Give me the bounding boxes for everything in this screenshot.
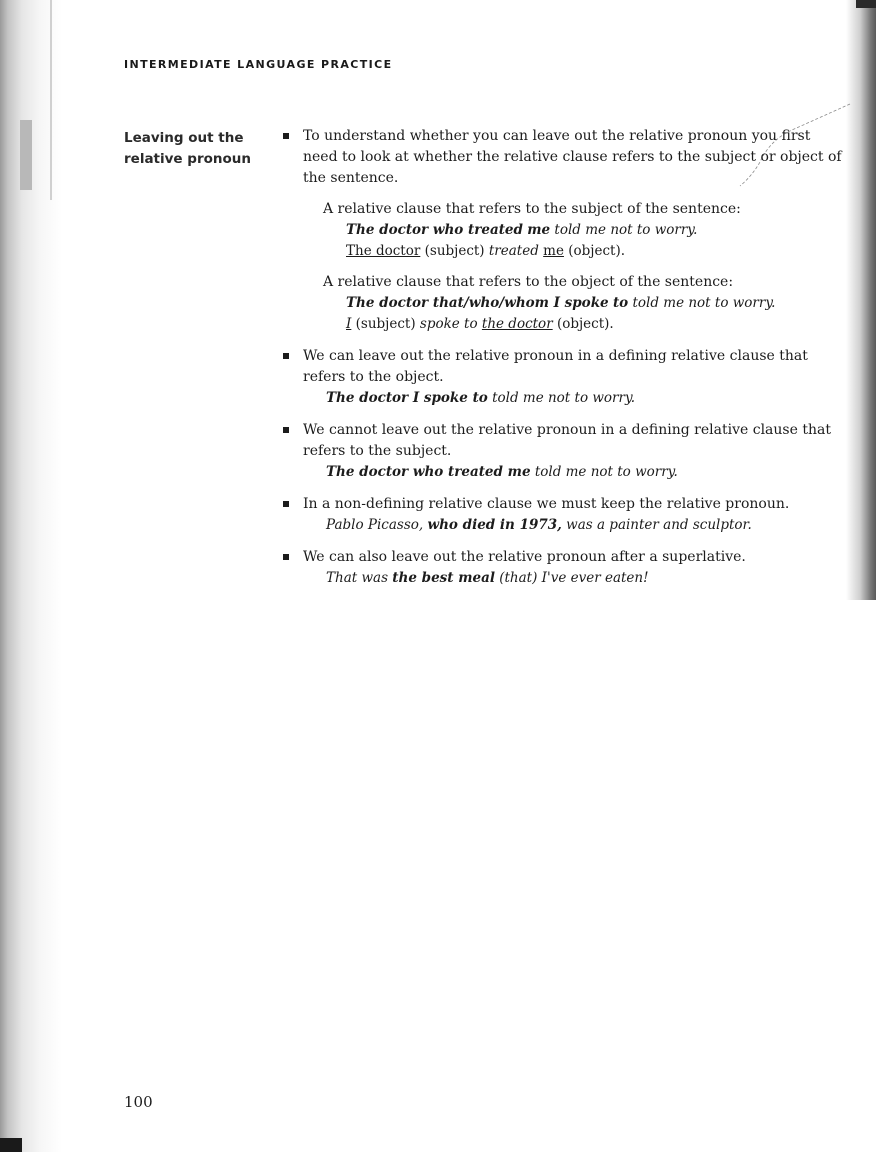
analysis-label: (object). — [563, 243, 625, 259]
rule-item — [283, 547, 843, 589]
example-bold: The doctor that/who/whom I spoke — [346, 295, 609, 311]
example-bold: to — [612, 295, 629, 311]
analysis-label: (subject) — [420, 243, 489, 259]
example-sentence — [303, 568, 843, 589]
example-analysis — [323, 241, 843, 262]
rule-subsection — [303, 199, 843, 262]
square-bullet-icon — [283, 353, 289, 359]
example-bold: The doctor I spoke to — [326, 390, 488, 406]
example-sentence — [323, 220, 843, 241]
analysis-verb: spoke to — [419, 316, 478, 332]
analysis-verb: treated — [488, 243, 539, 259]
analysis-object: the doctor — [481, 316, 553, 332]
example-bold: me — [527, 222, 551, 238]
rule-subsection — [303, 272, 843, 335]
page-binding-line — [50, 0, 52, 200]
example-rest: told me not to worry. — [530, 464, 678, 480]
example-rest: told me not to worry. — [628, 295, 776, 311]
example-sentence — [303, 388, 843, 409]
example-pre: Pablo Picasso, — [326, 517, 428, 533]
rule-text: We can also leave out the relative pronoun after a superlative. — [303, 549, 746, 565]
analysis-subject: The doctor — [346, 243, 421, 259]
rule-text: To understand whether you can leave out the relative pronoun you first need to look at whether the relative clause refers to the subject or object of the sentence. — [303, 128, 842, 186]
page-number: 100 — [124, 1093, 153, 1111]
example-rest: was a painter and sculptor. — [561, 517, 752, 533]
rule-text: In a non-defining relative clause we must keep the relative pronoun. — [303, 496, 790, 512]
rule-item — [283, 494, 843, 536]
object-intro: A relative clause that refers to the object of the sentence: — [323, 274, 734, 290]
example-sentence — [303, 515, 843, 536]
example-sentence — [323, 293, 843, 314]
rule-item — [283, 420, 843, 483]
square-bullet-icon — [283, 427, 289, 433]
example-bold: the best meal — [392, 570, 495, 586]
rules-list — [283, 126, 843, 600]
example-rest: (that) I've ever eaten! — [494, 570, 649, 586]
section-heading: Leaving out the relative pronoun — [124, 130, 251, 167]
page-edge-mark — [20, 120, 32, 190]
analysis-label: (subject) — [351, 316, 420, 332]
page-right-corner-mark — [856, 0, 876, 8]
example-bold: The doctor who treated — [346, 222, 523, 238]
square-bullet-icon — [283, 554, 289, 560]
rule-text: We cannot leave out the relative pronoun in a defining relative clause that refers to the subject. — [303, 422, 831, 459]
analysis-label: (object). — [552, 316, 614, 332]
analysis-object: me — [543, 243, 564, 259]
rule-text: We can leave out the relative pronoun in a defining relative clause that refers to the object. — [303, 348, 808, 385]
square-bullet-icon — [283, 133, 289, 139]
page-corner-mark — [0, 1138, 22, 1152]
example-bold: who died in 1973, — [427, 517, 562, 533]
example-sentence — [303, 462, 843, 483]
example-analysis — [323, 314, 843, 335]
analysis-subject: I — [346, 316, 352, 332]
example-rest: told me not to worry. — [550, 222, 698, 238]
example-rest: told me not to worry. — [487, 390, 636, 406]
example-pre: That was — [326, 570, 393, 586]
example-bold: The doctor who treated me — [326, 464, 531, 480]
page-right-edge-shadow — [846, 0, 876, 600]
page-header: INTERMEDIATE LANGUAGE PRACTICE — [124, 58, 393, 71]
square-bullet-icon — [283, 501, 289, 507]
rule-item — [283, 126, 843, 335]
subject-intro: A relative clause that refers to the subject of the sentence: — [323, 201, 741, 217]
rule-item — [283, 346, 843, 409]
